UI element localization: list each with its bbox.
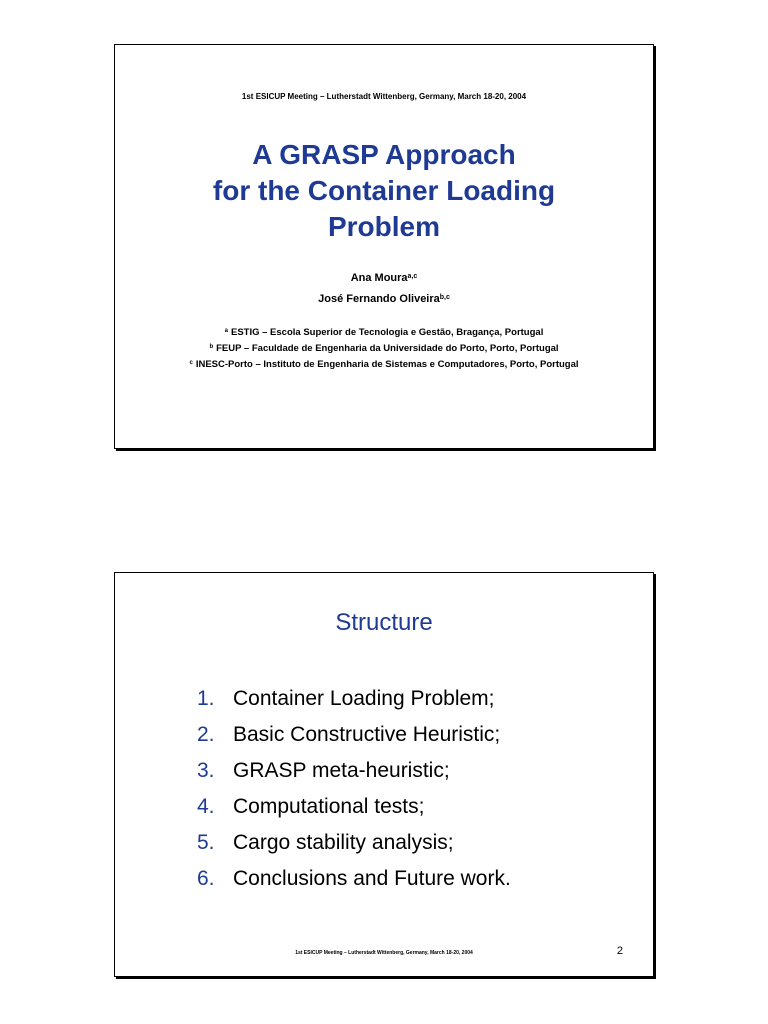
list-item-number: 1. — [197, 687, 215, 710]
affiliation-text: FEUP – Faculdade de Engenharia da Universidade do Porto, Porto, Portugal — [216, 343, 559, 354]
list-item-text: Container Loading Problem; — [233, 687, 495, 710]
affiliation — [115, 340, 653, 356]
slide-2 — [114, 572, 654, 977]
author — [115, 267, 653, 288]
list-item — [197, 789, 511, 825]
title-line: for the Container Loading — [212, 175, 556, 206]
list-item-text: Computational tests; — [233, 795, 425, 818]
author-affiliation-mark: b,c — [439, 294, 450, 301]
page-number: 2 — [616, 945, 623, 957]
affiliation-mark: c — [189, 360, 193, 366]
list-item — [197, 753, 511, 789]
list-item-text: Cargo stability analysis; — [233, 831, 454, 854]
authors — [115, 267, 653, 309]
slide-1-header: 1st ESICUP Meeting – Lutherstadt Wittenberg, Germany, March 18-20, 2004 — [241, 92, 527, 101]
list-item-number: 3. — [197, 759, 215, 782]
list-item — [197, 717, 511, 753]
author-affiliation-mark: a,c — [407, 273, 418, 280]
title-line: Problem — [327, 211, 441, 242]
author-name: José Fernando Oliveira — [318, 293, 440, 305]
title-line: A GRASP Approach — [252, 139, 516, 170]
author — [115, 288, 653, 309]
affiliation — [115, 324, 653, 340]
affiliation-mark: a — [224, 328, 228, 334]
author-name: Ana Moura — [350, 272, 408, 284]
affiliation-mark: b — [209, 344, 214, 350]
list-item-number: 5. — [197, 831, 215, 854]
slide-1 — [114, 44, 654, 449]
list-item-number: 4. — [197, 795, 215, 818]
slide-2-title: Structure — [335, 609, 433, 636]
structure-list — [197, 681, 511, 897]
affiliation — [115, 356, 653, 372]
list-item-text: Basic Constructive Heuristic; — [233, 723, 501, 746]
affiliations — [115, 324, 653, 372]
list-item — [197, 861, 511, 897]
slide-1-title — [115, 137, 653, 245]
slide-2-footer: 1st ESICUP Meeting – Lutherstadt Wittenberg, Germany, March 18-20, 2004 — [295, 950, 473, 956]
list-item-number: 6. — [197, 867, 215, 890]
list-item-number: 2. — [197, 723, 215, 746]
affiliation-text: ESTIG – Escola Superior de Tecnologia e Gestão, Bragança, Portugal — [230, 327, 544, 338]
list-item — [197, 825, 511, 861]
list-item — [197, 681, 511, 717]
list-item-text: Conclusions and Future work. — [233, 867, 511, 890]
list-item-text: GRASP meta-heuristic; — [233, 759, 450, 782]
affiliation-text: INESC-Porto – Instituto de Engenharia de Sistemas e Computadores, Porto, Portugal — [195, 359, 579, 370]
